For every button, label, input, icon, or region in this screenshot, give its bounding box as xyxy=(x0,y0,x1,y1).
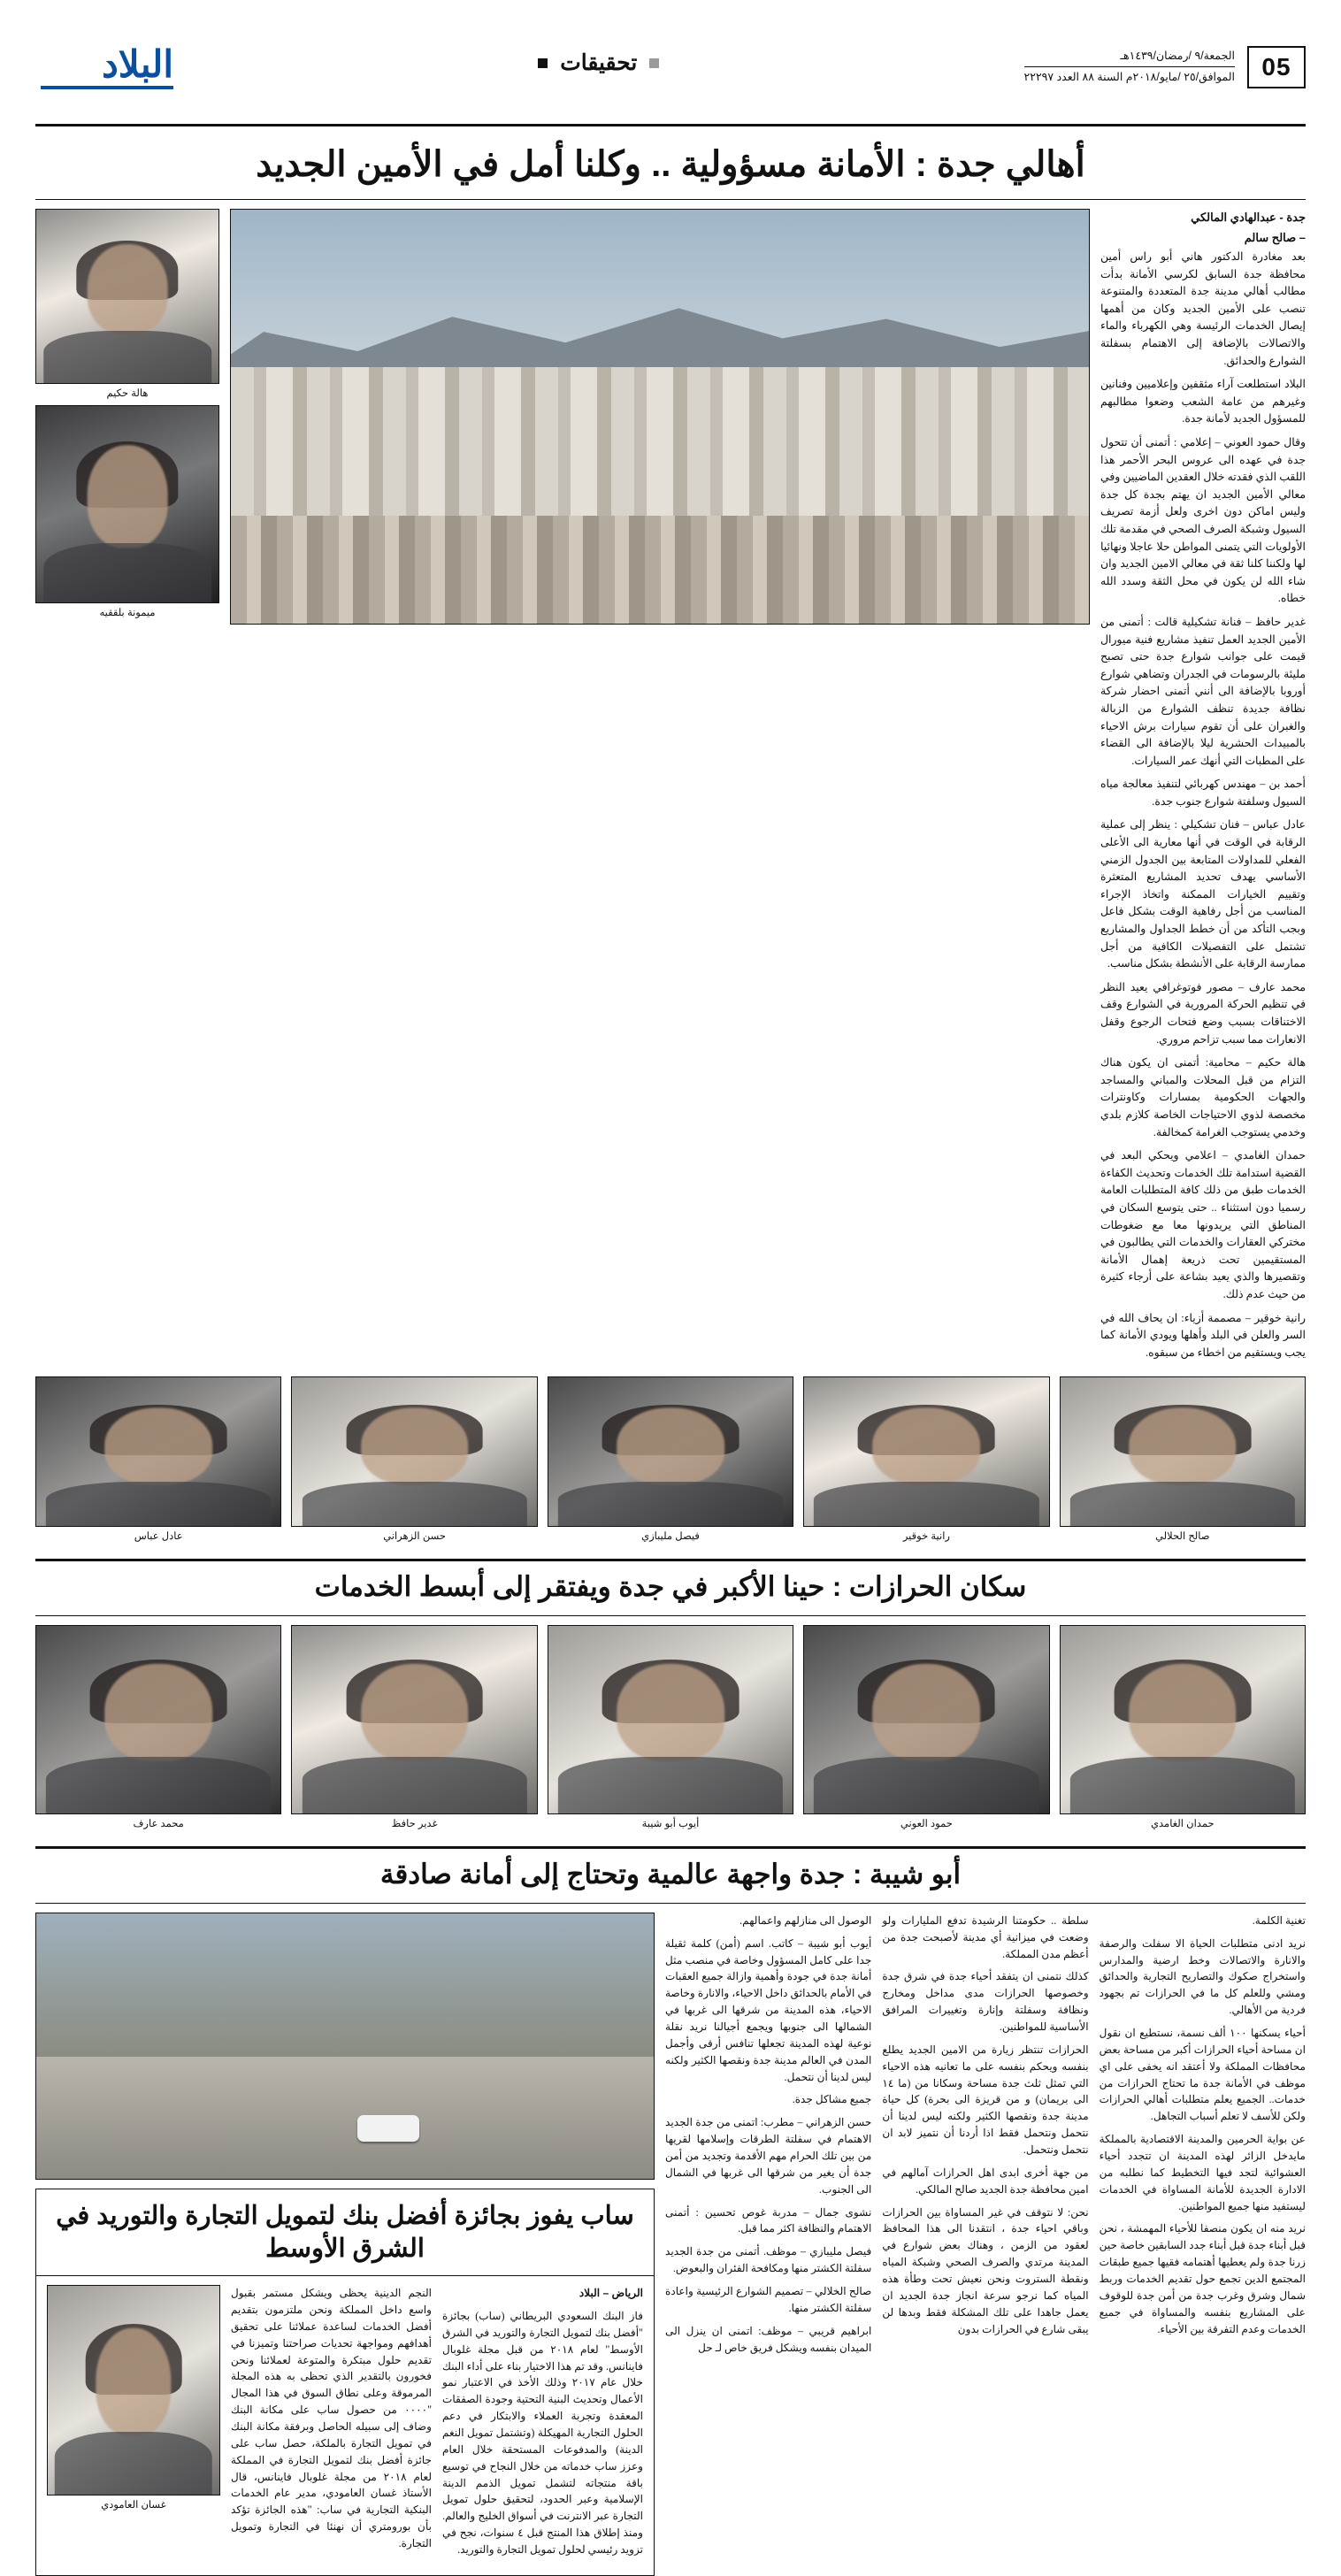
portrait-cell xyxy=(803,1376,1049,1548)
portrait-body xyxy=(55,2432,212,2495)
portrait-face xyxy=(617,1407,724,1484)
portrait-caption: غدير حافظ xyxy=(391,1819,438,1830)
portrait-cell xyxy=(35,1376,281,1548)
portrait-row-1 xyxy=(35,1376,1306,1548)
portrait-face xyxy=(88,445,168,547)
portrait-cell xyxy=(291,1376,537,1548)
decor-square-right xyxy=(538,58,548,68)
portrait-photo xyxy=(1060,1625,1306,1814)
newspaper-logo xyxy=(35,43,173,89)
portrait-cell xyxy=(548,1376,793,1548)
portrait-body xyxy=(558,1757,783,1813)
headline-3-rule-bottom xyxy=(35,1903,1306,1904)
body-paragraph: النجم الدينية يحظى ويشكل مستمر بقبول واسع داخل المملكة ونحن ملتزمون بتقديم أفضل الخدمات لساعدة عملائنا على تحقيق أهدافهم ومواجهة تحديات صراحتنا وتميزنا في تقديم حلول مبتكرة والمتوعة لعملائنا ونحن فخورون بالتقدير الذي تحظى به هذه المجلة المرموقة وعلى نطاق السوق في هذا المجال "٠٠٠٠ من حصول ساب على مكانة البنك وضاف إلى سبيله الحاصل وبرفقة مكانة البنك في تمويل التجارة بالملكة، حصل ساب على جائزة أفضل بنك لتمويل التجارة في المملكة لعام ٢٠١٨ من مجلة غلوبال فاينانس، قال الأستاذ غسان العامودي، مدير عام الخدمات البنكية التجارية في ساب: "هذه الجائزة تؤكد بأن بورومتري أن نهنئا في التجارة وتمويل التجارة. xyxy=(231,2287,433,2550)
portrait-photo xyxy=(35,405,219,603)
portrait-photo xyxy=(803,1376,1049,1527)
portrait-row-2 xyxy=(35,1625,1306,1836)
hijri-date: الجمعة/٩ /رمضان/١٤٣٩هـ xyxy=(1024,48,1235,66)
body-paragraph: صالح الخلالي – تصميم الشوارع الرئيسية واعادة سفلتة الكشتر منها. xyxy=(665,2284,872,2314)
lead-text-column xyxy=(1100,209,1306,1368)
body-paragraph: الوصول الى منازلهم واعمالهم. xyxy=(739,1913,872,1927)
masthead-left xyxy=(1024,46,1306,88)
portrait-cell xyxy=(291,1625,537,1836)
portrait-photo xyxy=(291,1625,537,1814)
body-paragraph: نريد ادنى متطلبات الحياة الا سفلت والرصفة والانارة والاتصالات وخط ارضية والمدارس واستخراج صكوك والتصاريح التجارية والحدائق ومشي وللعلم كل ما في الحرازات تم بجهود فردية من الأهالي. xyxy=(1099,1936,1306,2017)
portrait-photo xyxy=(291,1376,537,1527)
portrait-caption: حمود العوني xyxy=(900,1819,953,1830)
right-rail xyxy=(35,1913,655,2576)
portrait-face xyxy=(873,1663,981,1760)
photo-foreground xyxy=(231,516,1089,624)
lead-paragraph: بعد مغادرة الدكتور هاني أبو راس أمين محافظة جدة السابق لكرسي الأمانة بدأت مطالب أهالي مدينة جدة المتعددة والمتنوعة تنصب على الأمين الجديد وكان من أهمها إيصال الخدمات الرئيسة وهي الكهرباء والماء والاتصالات بالإضافة إلى الاهتمام بسفلتة الشوارع والحدائق. xyxy=(1100,250,1306,367)
lower-column-1 xyxy=(1100,1913,1306,2576)
portrait-face xyxy=(96,2327,171,2436)
headline-2-rule-bottom xyxy=(35,1615,1306,1616)
portrait-caption: حمدان الغامدي xyxy=(1151,1819,1215,1830)
portrait-caption: هالة حكيم xyxy=(106,388,149,399)
lead-portraits-column xyxy=(35,209,219,1368)
headline-3: أبو شيبة : جدة واجهة عالمية وتحتاج إلى أمانة صادقة xyxy=(379,1859,962,1890)
body-paragraph: ابراهيم قريبي – موظف: اتمنى ان ينزل الى الميدان بنفسه ويشكل فريق خاص لـ حل xyxy=(665,2324,872,2354)
section-title: تحقيقات xyxy=(560,50,638,75)
portrait-photo xyxy=(35,1376,281,1527)
lead-paragraph: حمدان الغامدي – اعلامي ويحكي البعد في القضية استدامة تلك الخدمات وتحديث الكفاءة الخدمات طبق من ذلك كافة المتطلبات العامة رسميا دون استثناء .. حتى يتوسع السكان في المناطق التي يريدونها معا مع ضغوطات مختركي العقارات والخدمات التي يطالبون في المستقيمين تحت ذريعة إهمال الأمانة وتقصيرها والذي يعيد بشاعة على أرجاء كثيرة من حيث عدم ذلك. xyxy=(1100,1149,1306,1300)
portrait-caption: فيصل مليبازي xyxy=(641,1531,700,1543)
lead-paragraph: عادل عباس – فنان تشكيلي : ينظر إلى عملية الرقابة في الوقت في أنها معارية الى الأعلى الفعلي للمداولات المتابعة بين الجدول الزمني الأساسي يهدف تحديد المشاريع المتعثرة وتقييم الخيارات الممكنة واتخاذ الإجراء المناسب من أجل رفاهية الوقت بشكل فاعل وبجب التأكد من أن خطط الجداول والمشاريع تشتمل على التفصيلات الكافية من أجل ممارسة الرقابة على الأنشطة بشكل مناسب. xyxy=(1100,818,1306,970)
portrait-caption: صالح الحلالي xyxy=(1155,1531,1210,1543)
portrait-face xyxy=(361,1663,469,1760)
portrait-body xyxy=(814,1482,1038,1526)
bank-portrait-wrap xyxy=(47,2285,220,2564)
portrait-face xyxy=(88,244,168,334)
body-paragraph: سلطة .. حكومتنا الرشيدة تدفع المليارات ولو وضعت في ميزانية أي مدينة لأصبحت جدة من أعظم مدن المملكة. xyxy=(882,1913,1089,1960)
portrait-cell xyxy=(803,1625,1049,1836)
portrait-body xyxy=(814,1757,1038,1813)
lead-paragraph: وقال حمود العوني – إعلامي : أتمنى أن تتحول جدة في عهده الى عروس البحر الأحمر هذا اللقب الذي فقدته خلال العقدين الماضيين وفي معالي الأمين الجديد ان يهتم بجدة كل جدة وليس اماكن دون اخرى ولعل أزمة تصريف السيول وشبكة الصرف الصحي في مقدمة تلك الأولويات التي يتمنى المواطن حلا عاجلا ونهائيا لها ولكننا كلنا ثقة في معالي الامين الجديد وان شاء الله لن يكون في محل الثقة وسدد الله خطاه. xyxy=(1100,436,1306,605)
body-paragraph: نشوى جمال – مدربة غوص تحسين : أتمنى الاهتمام والنظافة اكثر مما قبل. xyxy=(665,2205,872,2235)
headline-rule xyxy=(35,199,1306,200)
headline-2-band xyxy=(35,1559,1306,1616)
body-paragraph: حسن الزهراني – مطرب: اتمنى من جدة الجديد الاهتمام في سفلتة الطرقات وإسلامها لقريها من بين تلك الحرام مهم الأقدمة وتجديد من أمن جدة أن يغير من شرقها الى غربها في الشمال الى الجنوب. xyxy=(665,2116,872,2196)
portrait-face xyxy=(104,1663,212,1760)
portrait-body xyxy=(1070,1757,1295,1813)
portrait-photo xyxy=(548,1376,793,1527)
bank-story-box xyxy=(35,2189,655,2576)
portrait-face xyxy=(1129,1407,1237,1484)
body-paragraph: أيوب أبو شيبة – كاتب. اسم (أمن) كلمة ثقيلة جدا على كامل المسؤول وخاصة في منصب مثل أمانة جدة في جودة وأهمية وازالة جميع العقبات في الأمام بالحدائق داخل الاحياء، والانارة وخاصة الاحياء، هذه المدينة من شرقها الى غربها في الشمالها الى جنوبها ويجمع أجيالنا نريد نقلة نوعية لهذه المدينة تجعلها تنافس أرقى وأجمل المدن في العالم مدينة جدة ونقصها الكثير ولكنه ليس لدينا أن نتحمل. xyxy=(665,1936,872,2083)
logo-underline xyxy=(41,86,173,89)
portrait-photo xyxy=(803,1625,1049,1814)
portrait-caption: محمد عارف xyxy=(133,1819,184,1830)
portrait-photo xyxy=(548,1625,793,1814)
portrait-body xyxy=(46,1757,271,1813)
bank-body xyxy=(36,2276,654,2575)
portrait-photo xyxy=(35,1625,281,1814)
portrait-photo-ghassan-alamoudi xyxy=(47,2285,220,2496)
photo-unpaved-street xyxy=(35,1913,655,2180)
portrait-body xyxy=(46,1482,271,1526)
bank-portrait-caption: غسان العامودي xyxy=(101,2500,166,2511)
bank-text-columns xyxy=(231,2285,643,2564)
lead-paragraph: رانية خوقير – مصممة أزياء: ان يحاف الله في السر والعلن في البلد وأهلها ويودي الأمانة كما يجب ويستقيم من اخطاء من سبقوه. xyxy=(1100,1311,1306,1359)
portrait-caption: رانية خوقير xyxy=(902,1531,950,1543)
decor-square-left xyxy=(649,58,659,68)
portrait-cell xyxy=(548,1625,793,1836)
lower-column-2 xyxy=(882,1913,1088,2576)
bank-dateline: الرياض – البلاد xyxy=(579,2287,643,2300)
portrait-body xyxy=(43,543,211,602)
portrait-body xyxy=(302,1482,526,1526)
body-paragraph: كذلك نتمنى ان يتفقد أحياء جدة في شرق جدة وخصوصها الحرازات مدى مداخل ومخارج ونظافة وسفلتة وإنارة وتغييرات المرافق الأساسية للمواطنين. xyxy=(882,1970,1089,2033)
bank-headline: ساب يفوز بجائزة أفضل بنك لتمويل التجارة والتوريد في الشرق الأوسط xyxy=(56,2201,634,2264)
main-photo-jeddah-neighborhood xyxy=(230,209,1090,625)
photo-car xyxy=(357,2115,419,2142)
portrait-body xyxy=(558,1482,783,1526)
lower-column-3 xyxy=(665,1913,871,2576)
body-paragraph: فيصل مليبازي – موظف. أتمنى من جدة الجديد سفلتة الكشتر منها ومكافحة الفئران والبعوض. xyxy=(665,2245,872,2275)
lower-section xyxy=(35,1913,1306,2576)
body-paragraph: أحياء يسكنها ١٠٠ ألف نسمة، نستطيع ان نقول ان مساحة أحياء الحرازات أكبر من مساحة بعض محافظات المملكة ولا أعتقد انه يخفى على اي موظف في الأمانة جدة ما تحتاج الحرازات من خدمات.. الجميع يعلم متطلبات أهالي الحرازات ولكن للأسف لا تعلم أسباب التجاهل. xyxy=(1099,2026,1306,2123)
lower-text-columns xyxy=(665,1913,1306,2576)
lead-headline: أهالي جدة : الأمانة مسؤولية .. وكلنا أمل في الأمين الجديد xyxy=(256,145,1085,184)
body-paragraph: جميع مشاكل جدة. xyxy=(792,2093,872,2106)
body-paragraph: نريد منه ان يكون منصفا للأحياء المهمشة ، نحن قبل أبناء جدة قبل أبناء جدد السابقين خاصة حين زرنا جدة ولم يعطيها أهتمامه فقيها جميع طبقات المجتمع الدين تجمع حول تقديم الخدمات وربط شمال وشرق وغرب جدة من أمن جدة للوقوف على المشاريع بنفسه والمساواة في جميع الخدمات وعدم التفرقة بين الأحياء. xyxy=(1099,2222,1306,2335)
portrait-caption: أيوب أبو شيبة xyxy=(641,1819,700,1830)
photo-road xyxy=(36,2057,654,2179)
portrait-face xyxy=(873,1407,981,1484)
lead-paragraph: أحمد بن – مهندس كهربائي لتنفيذ معالجة مياه السيول وسلفتة شوارع جنوب جدة. xyxy=(1100,778,1306,808)
portrait-photo xyxy=(35,209,219,384)
byline-secondary: – صالح سالم xyxy=(1244,230,1306,244)
body-paragraph: الحرازات تنتظر زيارة من الامين الجديد يطلع بنفسه ويحكم بنفسه على ما تعانيه هذه الاحياء التي تمثل ثلث جدة مساحة وسكانا من (ما ١٤ الى بريمان) و من قريزة الى بحرة) كل حياة مدينة جدة ونقصها الكثير ولكنه ليس لدينا أن نتحمل ونتحمل فقط اذا أردنا أن نتميز لابد ان نتحمل ونتحمل. xyxy=(882,2043,1089,2156)
portrait-cell xyxy=(35,1625,281,1836)
lead-paragraph: غدير حافظ – فنانة تشكيلية قالت : أتمنى من الأمين الجديد العمل تنفيذ مشاريع فنية ميورال قيمت على جوانب شوارع جدة حتى تصبح مليئة بالرسومات في الجدران وتضاهي شوارع أوروبا بالإضافة الى أنني أتمنى احضار شركة نظافة جديدة تنظف الشوارع من الزبالة والغبران على أن تقوم سيارات برش الاحياء بالمبيدات الحشرية ليلا بالإضافة الى القضاء على المطبات التي أنهك عمر السيارات. xyxy=(1100,615,1306,767)
body-paragraph: عن بواية الحرمين والمدينة الاقتصادية بالمملكة مايدخل الزائر لهذه المدينة ان تتجدد أحياء العشوائية لتجد فيها التخطيط كما نطلبه من الادارة الجديدة للأمانة المساواة في الخدمات ليستفيد منها جميع المواطنين. xyxy=(1099,2133,1306,2212)
portrait-cell xyxy=(1060,1376,1306,1548)
lead-paragraph: البلاد استطلعت آراء مثقفين وإعلاميين وفنانين وغيرهم من عامة الشعب وضعوا مطالبهم للمسؤول الجديد لأمانة جدة. xyxy=(1100,378,1306,426)
masthead xyxy=(35,0,1306,115)
portrait-face xyxy=(361,1407,469,1484)
section-header xyxy=(173,46,1024,76)
lead-top-area xyxy=(35,209,1306,1368)
portrait-face xyxy=(1129,1663,1237,1760)
portrait-caption: حسن الزهراني xyxy=(383,1531,446,1543)
page-number: 05 xyxy=(1247,46,1306,88)
logo-text: البلاد xyxy=(102,43,173,85)
portrait-caption: ميمونة بلققيه xyxy=(99,608,156,618)
bank-column-left xyxy=(231,2285,432,2564)
bank-column-right xyxy=(442,2285,643,2564)
lead-paragraph: محمد عارف – مصور فوتوغرافي يعيد النظر في تنظيم الحركة المرورية في الشوارع وقف الاختناقات بسبب وضع فتحات الرجوع وقفل الانعارات مما سبب تزاحم مروري. xyxy=(1100,980,1306,1046)
portrait-caption: عادل عباس xyxy=(134,1531,183,1543)
gregorian-date: الموافق/٢٥ /مايو/٢٠١٨م السنة ٨٨ العدد ٢٢٢٩٧ xyxy=(1023,70,1235,83)
portrait-body xyxy=(302,1757,526,1813)
portrait-body xyxy=(43,331,211,383)
portrait-photo xyxy=(1060,1376,1306,1527)
body-paragraph: تغنية الكلمة. xyxy=(1252,1913,1306,1927)
byline-primary: جدة - عبدالهادي المالكي xyxy=(1191,211,1306,224)
portrait-body xyxy=(1070,1482,1295,1526)
portrait-cell xyxy=(1060,1625,1306,1836)
headline-3-band xyxy=(35,1846,1306,1904)
road-photo-wrap xyxy=(35,1913,655,2180)
body-paragraph: نحن: لا نتوقف في غير المساواة بين الحرازات وباقي احياء جدة ، انتقدنا الى هذا المحافظ لعقود من الزمن ، وهناك بعض شوارع في المدينة مرتدي والصرف الصحي وشبكة المياه ونقطة الستروت ونحن نعيش تحت وطأة هذه المياه كما نرجو سرعة انجاز جدة الجديد ان يعمل جاهدا على تلك المشكلة فقط وبدها لن يبقى شارع في الحرازات بدون xyxy=(882,2205,1089,2335)
portrait-face xyxy=(617,1663,724,1760)
body-paragraph: من جهة أخرى ابدى اهل الحرازات آمالهم في امين محافظة جدة الجديد صالح المالكي. xyxy=(882,2166,1089,2196)
lead-paragraph: هالة حكيم – محامية: أتمنى ان يكون هناك التزام من قبل المحلات والمباني والمساجد والجهات الحكومية بمسارات وكاونترات مخصصة لذوي الاحتياجات الخاصة كلازم بلدي وخدمي يستوجب الغرامة كمخالفة. xyxy=(1100,1056,1306,1138)
headline-2: سكان الحرازات : حينا الأكبر في جدة ويفتقر إلى أبسط الخدمات xyxy=(314,1571,1027,1603)
body-paragraph: فاز البنك السعودي البريطاني (ساب) بجائزة "أفضل بنك لتمويل التجارة والتوريد في الشرق الأوسط" لعام ٢٠١٨ من قبل مجلة غلوبال فاينانس. وقد تم هذا الاختيار بناء على أداء البنك خلال عام ٢٠١٧ وذلك الأخذ في الاعتبار نمو الأعمال وتحديث البنية التحتية وجودة الصفقات المعقدة وتجربة العملاء والابتكار في دعم الحلول التجارية المهيكلة (وتشتمل تمويل النغم الدينة) والمدفوعات المستحقة خلال العام وعزز ساب خدماته من خلال النجاح في توسيع باقة منتجاته لتشمل تمويل الذمم الدينة الإسلامية وعبر الحدود، لتحقيق حلول تمويل التجارة عبر الانترنت في أسواق الخليج والعالم. ومنذ إطلاق هذا المنتج قبل ٤ سنوات، نجح في تزويد رئيسي لحلول تمويل التجارة والتوريد. xyxy=(442,2310,643,2557)
portrait-face xyxy=(104,1407,212,1484)
photo-hills xyxy=(36,1913,654,2062)
date-block xyxy=(1024,48,1235,87)
